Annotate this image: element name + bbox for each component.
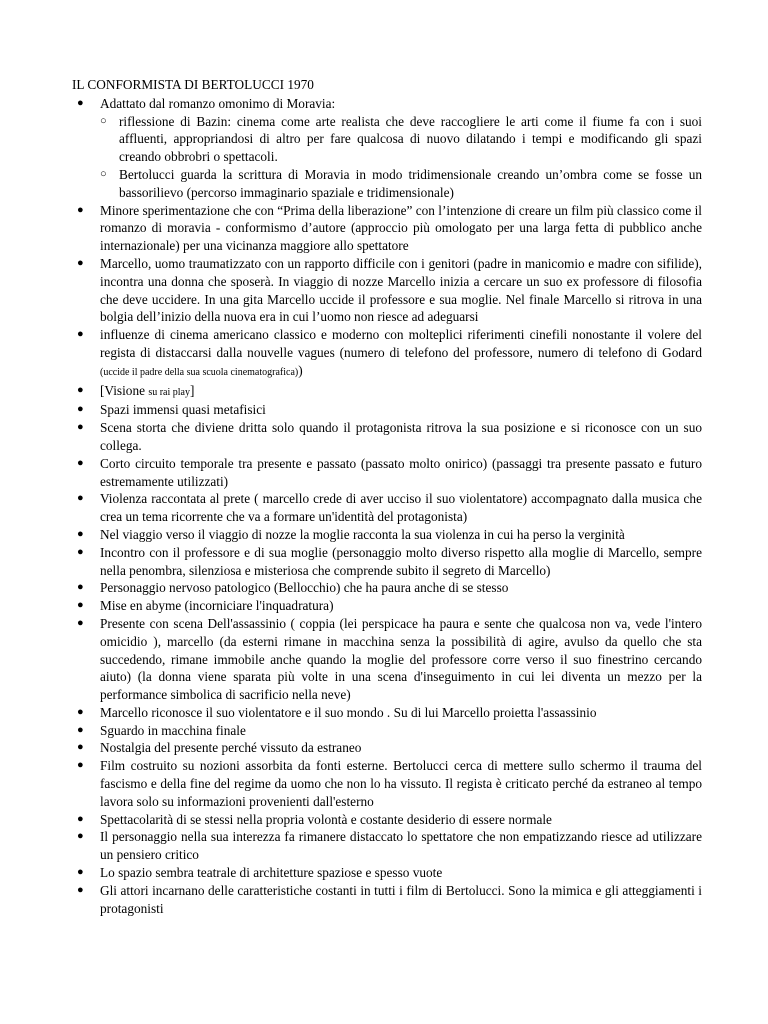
bullet-icon: ● <box>77 616 84 629</box>
sub-list-item <box>100 166 702 202</box>
list-item-text: Lo spazio sembra teatrale di architetture spaziose e spesso vuote <box>100 865 443 881</box>
bullet-icon: ● <box>77 599 84 612</box>
list-item <box>72 864 702 882</box>
list-item <box>72 95 702 202</box>
list-item-text: Adattato dal romanzo omonimo di Moravia: <box>100 95 336 111</box>
bullet-icon: ● <box>77 96 84 109</box>
list-item-text: Il personaggio nella sua interezza fa rimanere distaccato lo spettatore che non empatizzando riesce ad utilizzare un pensiero critico <box>100 829 702 863</box>
list-item-text: Spazi immensi quasi metafisici <box>100 402 266 418</box>
document-title: IL CONFORMISTA DI BERTOLUCCI 1970 <box>72 77 314 92</box>
list-item-text: Incontro con il professore e di sua moglie (personaggio molto diverso rispetto alla moglie di Marcello, sempre nella penombra, silenziosa e misteriosa che comprende subito il segreto di Marcello) <box>100 544 702 578</box>
list-item-text: Nostalgia del presente perché vissuto da estraneo <box>100 740 362 756</box>
bullet-icon: ● <box>77 581 84 594</box>
bullet-icon: ● <box>77 741 84 754</box>
sub-list <box>100 113 702 202</box>
list-item <box>72 722 702 740</box>
list-item <box>72 615 702 704</box>
list-item <box>72 757 702 810</box>
bullet-icon: ● <box>77 759 84 772</box>
list-item <box>72 579 702 597</box>
bullet-icon: ● <box>77 830 84 843</box>
list-item-text: Presente con scena Dell'assassinio ( coppia (lei perspicace ha paura e sente che qualcosa non va, vede l'intero omicidio ), marcello (da esterni rimane in macchina senza la possibilità di agire, avulso da quello che sta succedendo, rimane immobile anche quando la moglie del professore corre verso il suo finestrino cercando aiuto) (la donna viene sparata più volte in una scena d'inseguimento in cui lei diventa un mezzo per la performance simbolica di sacrificio nella neve) <box>100 615 702 703</box>
bullet-icon: ● <box>77 866 84 879</box>
list-item-text: Gli attori incarnano delle caratteristiche costanti in tutti i film di Bertolucci. Sono la mimica e gli atteggiamenti i protagonisti <box>100 882 702 916</box>
list-item <box>72 739 702 757</box>
list-item <box>72 526 702 544</box>
list-item <box>72 882 702 918</box>
bullet-list <box>72 95 702 918</box>
list-item-text: Corto circuito temporale tra presente e passato (passato molto onirico) (passaggi tra presente passato e futuro estremamente utilizzati) <box>100 455 702 489</box>
document-body <box>72 76 702 917</box>
bullet-icon: ● <box>77 705 84 718</box>
list-item <box>72 419 702 455</box>
list-item <box>72 544 702 580</box>
sub-list-item-text: riflessione di Bazin: cinema come arte realista che deve raccogliere le arti come il fiume fa con i suoi affluenti, appropriandosi di altro per fare qualcosa di nuovo dilatando i tempi e modificando gli spazi creando obbrobri o spettacoli. <box>119 113 702 165</box>
list-item <box>72 704 702 722</box>
list-item <box>72 811 702 829</box>
list-item <box>72 597 702 615</box>
list-item-text: Scena storta che diviene dritta solo quando il protagonista ritrova la sua posizione e si riconosce con un suo collega. <box>100 420 702 453</box>
bullet-icon: ● <box>77 403 84 416</box>
list-item-text-end: ] <box>189 382 195 398</box>
list-item <box>72 382 702 402</box>
list-item <box>72 255 702 326</box>
bullet-icon: ● <box>77 527 84 540</box>
bullet-icon: ● <box>77 456 84 469</box>
list-item-text: Film costruito su nozioni assorbita da fonti esterne. Bertolucci cerca di mettere sullo schermo il trauma del fascismo e della fine del regime da uomo che non lo ha vissuto. Il regista è criticato perché da estraneo al tempo lavora solo su informazioni provenienti dall'esterno <box>100 758 702 809</box>
list-item-small-text: su rai play <box>148 386 190 398</box>
list-item-text: Nel viaggio verso il viaggio di nozze la moglie racconta la sua violenza in cui ha perso la verginità <box>100 526 625 542</box>
list-item-small-text: (uccide il padre della sua scuola cinematografica) <box>100 366 299 378</box>
list-item-text: Marcello, uomo traumatizzato con un rapporto difficile con i genitori (padre in manicomio e madre con sifilide), incontra una donna che sposerà. In viaggio di nozze Marcello inizia a cercare un suo ex professore di filosofia che deve uccidere. In una gita Marcello uccide il professore e sua moglie. Nel finale Marcello si ritrova in una bolgia dell’inizio della nuova era in cui l’uomo non riesce ad adeguarsi <box>100 255 702 325</box>
bullet-icon: ● <box>77 256 84 269</box>
bullet-icon: ● <box>77 812 84 825</box>
list-item <box>72 202 702 255</box>
list-item-text: Minore sperimentazione che con “Prima della liberazione” con l’intenzione di creare un film più classico come il romanzo di moravia - conformismo d’autore (approccio più omologato per una larga fetta di pubblico anche internazionale) per una vicinanza maggiore allo spettatore <box>100 202 702 254</box>
bullet-icon: ● <box>77 883 84 896</box>
list-item-text-end: ) <box>298 362 303 378</box>
bullet-icon: ● <box>77 421 84 434</box>
list-item-text: influenze di cinema americano classico e moderno con molteplici riferimenti cinefili nonostante il volere del regista di distaccarsi dalla nouvelle vagues (numero di telefono del professore, numero di telefono di Godard <box>100 327 702 360</box>
list-item-text: Sguardo in macchina finale <box>100 722 246 738</box>
list-item-text: Spettacolarità di se stessi nella propria volontà e costante desiderio di essere normale <box>100 811 552 827</box>
bullet-icon: ● <box>77 383 84 396</box>
bullet-icon: ● <box>77 328 84 341</box>
circle-bullet-icon: ○ <box>100 167 107 180</box>
list-item-text: [Visione <box>100 382 149 398</box>
list-item <box>72 401 702 419</box>
list-item-text: Mise en abyme (incorniciare l'inquadratura) <box>100 598 334 614</box>
bullet-icon: ● <box>77 545 84 558</box>
list-item <box>72 828 702 864</box>
list-item-text: Marcello riconosce il suo violentatore e il suo mondo . Su di lui Marcello proietta l'assassinio <box>100 704 597 720</box>
list-item <box>72 490 702 526</box>
list-item <box>72 326 702 381</box>
list-item <box>72 455 702 491</box>
list-item-text: Violenza raccontata al prete ( marcello crede di aver ucciso il suo violentatore) accompagnato dalla musica che crea un tema ricorrente che va a formare un'identità del protagonista) <box>100 491 702 525</box>
sub-list-item-text: Bertolucci guarda la scrittura di Moravia in modo tridimensionale creando un’ombra come se fosse un bassorilievo (percorso immaginario spaziale e tridimensionale) <box>119 166 702 200</box>
sub-list-item <box>100 113 702 166</box>
list-item-text: Personaggio nervoso patologico (Bellocchio) che ha paura anche di se stesso <box>100 580 509 596</box>
circle-bullet-icon: ○ <box>100 114 107 127</box>
bullet-icon: ● <box>77 723 84 736</box>
bullet-icon: ● <box>77 492 84 505</box>
bullet-icon: ● <box>77 203 84 216</box>
